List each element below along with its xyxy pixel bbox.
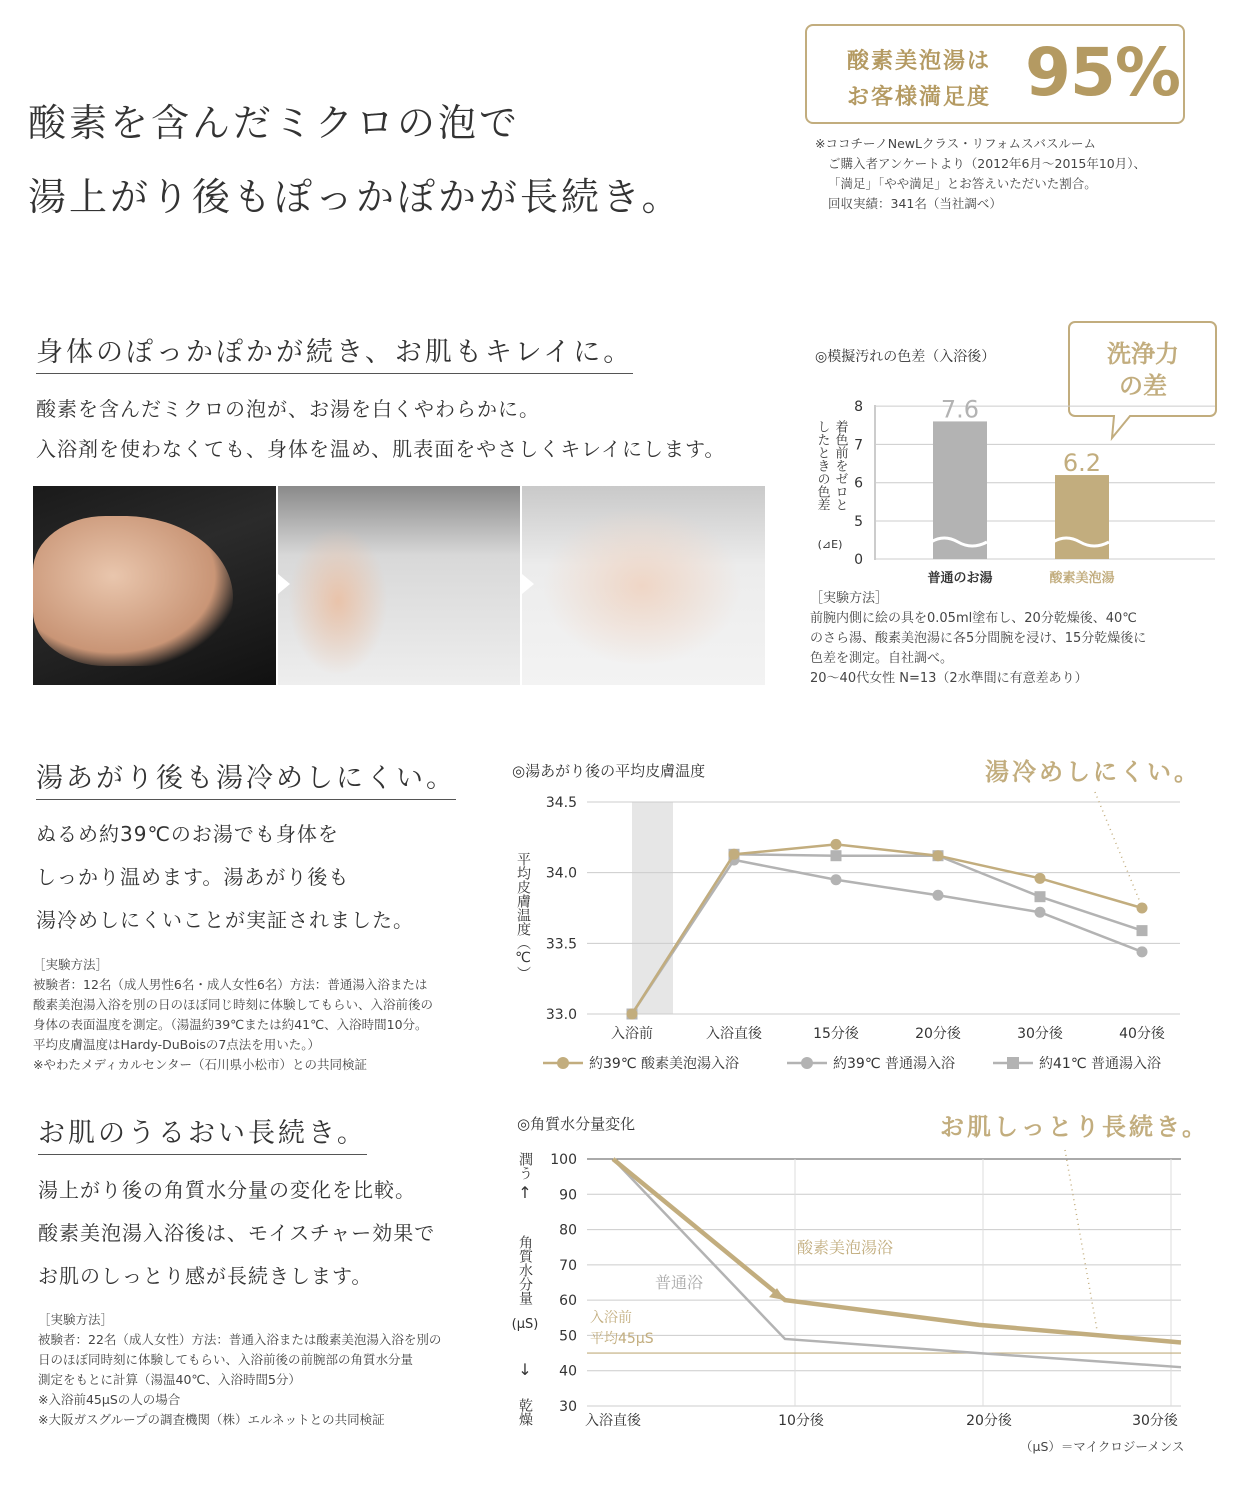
label-oxy-bath: 酸素美泡湯浴 xyxy=(797,1238,894,1257)
baseline-label-1: 入浴前 xyxy=(590,1310,632,1326)
data-point xyxy=(933,890,944,901)
arrow-icon xyxy=(278,574,290,594)
temp-chart xyxy=(505,780,1195,1090)
data-point xyxy=(831,839,842,850)
series-line-oxy xyxy=(613,1159,1181,1342)
up-arrow-icon: ↑ xyxy=(518,1183,532,1202)
bar-category-label: 酸素美泡湯 xyxy=(1049,571,1115,586)
section2-method-1: 被験者：12名（成人男性6名・成人女性6名）方法：普通湯入浴または xyxy=(33,977,428,992)
section2-body-2: しっかり温めます。湯あがり後も xyxy=(36,865,350,889)
down-arrow-icon: ↓ xyxy=(518,1360,532,1379)
section2-method-2: 酸素美泡湯入浴を別の日のほぼ同じ時刻に体験してもらい、入浴前後の xyxy=(33,997,434,1012)
label-normal-bath: 普通浴 xyxy=(655,1273,704,1292)
bar-ylabel-col2: したときの色差 xyxy=(814,420,830,511)
x-tick-label: 入浴直後 xyxy=(706,1026,762,1042)
data-point xyxy=(831,850,842,861)
section1-method-3: 色差を測定。自社調べ。 xyxy=(810,651,954,666)
caption-pointer xyxy=(1095,792,1140,902)
legend-marker xyxy=(1007,1057,1019,1069)
x-tick-label: 15分後 xyxy=(813,1026,859,1042)
badge-note-3: 「満足」「やや満足」とお答えいただいた割合。 xyxy=(828,176,1097,191)
section1-body-2: 入浴剤を使わなくても、身体を温め、肌表面をやさしくキレイにします。 xyxy=(36,437,726,461)
y-tick-label: 30 xyxy=(559,1399,577,1415)
bar-ylabel-col1: 着色前をゼロと xyxy=(832,420,848,511)
photo-skin-before xyxy=(33,486,276,685)
series-line xyxy=(632,860,1142,1014)
section3-method-4: ※入浴前45μSの人の場合 xyxy=(38,1392,181,1407)
y-tick-label: 33.5 xyxy=(545,936,577,953)
moisture-y-bottom: 乾燥 xyxy=(517,1398,533,1426)
x-tick-label: 入浴前 xyxy=(611,1026,653,1042)
arrow-icon xyxy=(522,574,534,594)
section1-method-2: のさら湯、酸素美泡湯に各5分間腕を浸け、15分乾燥後に xyxy=(810,631,1147,646)
section1-method-4: 20〜40代女性 N=13（2水準間に有意差あり） xyxy=(810,671,1088,686)
y-tick-label: 70 xyxy=(559,1257,577,1274)
y-tick-label: 80 xyxy=(559,1222,577,1239)
data-point xyxy=(729,849,740,860)
section3-title: お肌のうるおい長続き。 xyxy=(38,1111,367,1155)
series-line xyxy=(632,854,1142,1014)
section2-body-1: ぬるめ約39℃のお湯でも身体を xyxy=(36,822,339,846)
headline-line1: 酸素を含んだミクロの泡で xyxy=(28,101,521,145)
legend-label: 約39℃ 普通湯入浴 xyxy=(833,1056,955,1072)
callout-line1: 洗浄力 xyxy=(1107,340,1179,368)
moisture-y-top: 潤う xyxy=(517,1152,533,1180)
data-point xyxy=(1137,946,1148,957)
section2-title: 湯あがり後も湯冷めしにくい。 xyxy=(36,756,456,800)
moisture-y-unit: (μS) xyxy=(511,1317,539,1332)
data-point xyxy=(1035,873,1046,884)
y-tick-label: 33.0 xyxy=(545,1007,577,1023)
bar-category-label: 普通のお湯 xyxy=(927,571,993,586)
unit-note: （μS）＝マイクロジーメンス xyxy=(1020,1439,1185,1454)
legend-marker xyxy=(801,1057,813,1069)
badge-note-4: 回収実績：341名（当社調べ） xyxy=(828,196,1002,211)
y-tick-label: 8 xyxy=(854,399,863,416)
section2-method-5: ※やわたメディカルセンター（石川県小松市）との共同検証 xyxy=(33,1057,367,1072)
caption-pointer xyxy=(1065,1150,1097,1330)
y-tick-label: 6 xyxy=(854,475,863,492)
section1-method-1: 前腕内側に絵の具を0.05ml塗布し、20分乾燥後、40℃ xyxy=(810,611,1137,626)
section3-method-2: 日のほぼ同時刻に体験してもらい、入浴前後の前腕部の角質水分量 xyxy=(38,1352,414,1367)
moisture-chart xyxy=(505,1140,1195,1460)
badge-line2: お客様満足度 xyxy=(847,85,992,110)
section3-method-5: ※大阪ガスグループの調査機関（株）エルネットとの共同検証 xyxy=(38,1412,385,1427)
legend-label: 約41℃ 普通湯入浴 xyxy=(1039,1056,1161,1072)
data-point xyxy=(1035,907,1046,918)
section1-body-1: 酸素を含んだミクロの泡が、お湯を白くやわらかに。 xyxy=(36,397,540,421)
data-point xyxy=(933,850,944,861)
y-tick-label: 60 xyxy=(559,1293,577,1310)
x-tick-label: 10分後 xyxy=(778,1413,824,1429)
y-tick-label: 34.0 xyxy=(545,865,577,882)
x-tick-label: 40分後 xyxy=(1119,1026,1165,1042)
moisture-y-mid: 角質水分量 xyxy=(517,1235,533,1305)
data-point xyxy=(627,1009,638,1020)
x-tick-label: 入浴直後 xyxy=(585,1413,641,1429)
moisture-chart-caption: お肌しっとり長続き。 xyxy=(940,1113,1210,1141)
section2-method-3: 身体の表面温度を測定。（湯温約39℃または約41℃、入浴時間10分。 xyxy=(33,1017,428,1032)
y-tick-label: 5 xyxy=(854,514,863,530)
x-tick-label: 30分後 xyxy=(1132,1413,1178,1429)
data-point xyxy=(1035,891,1046,902)
y-tick-label: 34.5 xyxy=(545,795,577,811)
photo-skin-after xyxy=(522,486,765,685)
y-tick-label: 100 xyxy=(550,1152,577,1168)
x-tick-label: 20分後 xyxy=(966,1413,1012,1429)
section1-title: 身体のぽっかぽかが続き、お肌もキレイに。 xyxy=(36,330,633,374)
y-tick-label: 0 xyxy=(854,552,863,568)
series-line xyxy=(632,844,1142,1014)
moisture-chart-title: ◎角質水分量変化 xyxy=(517,1115,636,1133)
bar-value-label: 6.2 xyxy=(1062,449,1102,478)
section1-method-title: ［実験方法］ xyxy=(810,591,889,606)
photo-skin-bubbles xyxy=(278,486,520,685)
y-tick-label: 90 xyxy=(559,1187,577,1204)
y-tick-label: 7 xyxy=(854,437,863,454)
callout-line2: の差 xyxy=(1119,372,1167,400)
satisfaction-badge xyxy=(805,24,1185,124)
legend-label: 約39℃ 酸素美泡湯入浴 xyxy=(589,1056,739,1072)
x-tick-label: 30分後 xyxy=(1017,1026,1063,1042)
section2-method-4: 平均皮膚温度はHardy-DuBoisの7点法を用いた。） xyxy=(33,1037,321,1052)
temp-ylabel: 平均皮膚温度（℃） xyxy=(515,852,531,980)
temp-chart-title: ◎湯あがり後の平均皮膚温度 xyxy=(512,762,706,780)
bar-value-label: 7.6 xyxy=(940,395,980,424)
data-point xyxy=(831,874,842,885)
badge-note-1: ※ココチーノNewLクラス・リフォムスバスルーム xyxy=(815,136,1096,151)
section3-body-1: 湯上がり後の角質水分量の変化を比較。 xyxy=(38,1178,416,1202)
section2-method-title: ［実験方法］ xyxy=(33,957,109,972)
badge-percent: 95% xyxy=(1025,34,1180,111)
color-diff-chart-title: ◎模擬汚れの色差（入浴後） xyxy=(815,349,996,365)
y-tick-label: 50 xyxy=(559,1328,577,1345)
section3-method-1: 被験者：22名（成人女性）方法：普通入浴または酸素美泡湯入浴を別の xyxy=(38,1332,442,1347)
temp-chart-caption: 湯冷めしにくい。 xyxy=(985,758,1201,786)
legend-marker xyxy=(557,1057,569,1069)
section3-method-title: ［実験方法］ xyxy=(38,1312,114,1327)
headline-line2: 湯上がり後もぽっかぽかが長続き。 xyxy=(28,175,683,219)
badge-line1: 酸素美泡湯は xyxy=(847,49,992,74)
data-point xyxy=(1137,925,1148,936)
section3-method-3: 測定をもとに計算（湯温40℃、入浴時間5分） xyxy=(38,1372,301,1387)
section3-body-3: お肌のしっとり感が長続きします。 xyxy=(38,1264,373,1288)
y-tick-label: 40 xyxy=(559,1363,577,1380)
color-diff-chart xyxy=(800,320,1230,590)
section3-body-2: 酸素美泡湯入浴後は、モイスチャー効果で xyxy=(38,1221,436,1245)
section2-body-3: 湯冷めしにくいことが実証されました。 xyxy=(36,908,414,932)
badge-note-2: ご購入者アンケートより（2012年6月〜2015年10月）、 xyxy=(828,156,1146,171)
data-point xyxy=(1137,903,1148,914)
x-tick-label: 20分後 xyxy=(915,1026,961,1042)
baseline-label-2: 平均45μS xyxy=(590,1331,654,1347)
bar-ylabel-unit: (⊿E) xyxy=(817,538,843,551)
